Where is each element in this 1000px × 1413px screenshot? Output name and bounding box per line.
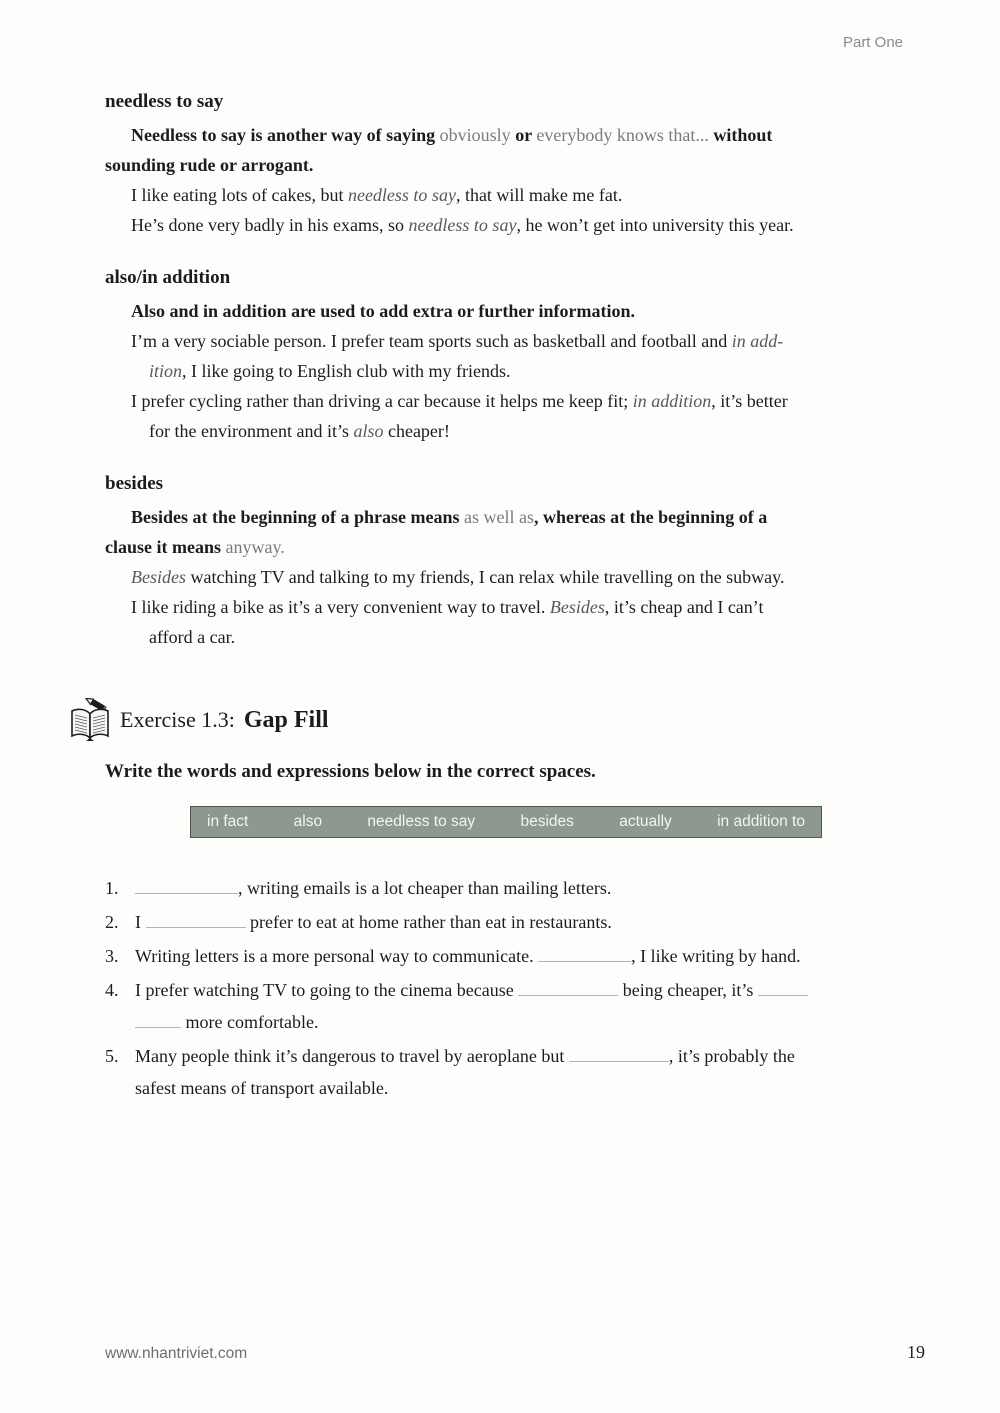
gap-blank [135, 881, 238, 894]
exercise-item [105, 974, 925, 1038]
section-also-in-addition [105, 267, 925, 446]
item-text: , writing emails is a lot cheaper than mailing letters. [135, 872, 925, 904]
section-heading: also/in addition [105, 267, 231, 288]
item-number: 4. [105, 980, 119, 1000]
item-text: I prefer to eat at home rather than eat in restaurants. [135, 912, 612, 932]
gap-blank [146, 915, 246, 928]
word-bank-item: in fact [207, 813, 249, 830]
item-number: 2. [105, 912, 119, 932]
word-bank [190, 806, 822, 838]
book-pencil-icon [69, 698, 111, 742]
exercise-heading [105, 698, 925, 742]
section-heading: besides [105, 473, 164, 494]
item-number: 3. [105, 946, 119, 966]
word-bank-item: also [293, 813, 323, 830]
gap-blank [538, 949, 631, 962]
word-bank-item: in addition to [717, 813, 805, 830]
example-sentence: I like eating lots of cakes, but needless to say, that will make me fat. [131, 185, 623, 205]
page-number: 19 [907, 1342, 925, 1362]
word-bank-item: besides [520, 813, 574, 830]
gap-blank [518, 983, 618, 996]
item-text: Many people think it’s dangerous to travel by aeroplane but , it’s probably the safest means of transport available. [135, 1046, 795, 1098]
exercise-item [105, 906, 925, 938]
example-sentence: Besides watching TV and talking to my friends, I can relax while travelling on the subway. [131, 567, 785, 587]
definition-paragraph: Also and in addition are used to add extra or further information. [131, 301, 636, 321]
item-number: 1. [105, 878, 119, 898]
definition-paragraph: Besides at the beginning of a phrase means as well as, whereas at the beginning of a clause it means anyway. [105, 507, 768, 557]
exercise-item [105, 872, 925, 904]
exercise-item [105, 1040, 925, 1104]
gap-blank [569, 1049, 669, 1062]
example-sentence: I like riding a bike as it’s a very convenient way to travel. Besides, it’s cheap and I can’t afford a car. [131, 597, 764, 647]
item-text: Writing letters is a more personal way to communicate. , I like writing by hand. [135, 946, 801, 966]
exercise-title: Gap Fill [243, 706, 329, 733]
example-sentence: I prefer cycling rather than driving a car because it helps me keep fit; in addition, it’s better for the environment and it’s also cheaper! [131, 391, 788, 441]
section-needless-to-say [105, 91, 925, 240]
exercise-label: Exercise 1.3: [120, 707, 235, 732]
word-bank-item: actually [619, 813, 672, 830]
exercise-item-list [105, 872, 925, 1104]
footer-url: www.nhantriviet.com [105, 1345, 248, 1362]
exercise-item [105, 940, 925, 972]
example-sentence: I’m a very sociable person. I prefer team sports such as basketball and football and in add- ition, I like going to English club with my friends. [131, 331, 784, 381]
gap-blank [758, 983, 808, 996]
definition-paragraph: Needless to say is another way of saying obviously or everybody knows that... without sounding rude or arrogant. [105, 125, 773, 175]
word-bank-item: needless to say [367, 813, 476, 830]
part-header: Part One [842, 34, 903, 51]
item-text: I prefer watching TV to going to the cinema because being cheaper, it’s more comfortable. [135, 974, 925, 1038]
item-number: 5. [105, 1046, 119, 1066]
example-sentence: He’s done very badly in his exams, so needless to say, he won’t get into university this year. [131, 215, 794, 235]
section-besides [105, 473, 925, 652]
exercise-instruction: Write the words and expressions below in the correct spaces. [105, 761, 596, 782]
page-footer [105, 1342, 925, 1363]
section-heading: needless to say [105, 91, 224, 112]
gap-blank [135, 1015, 181, 1028]
